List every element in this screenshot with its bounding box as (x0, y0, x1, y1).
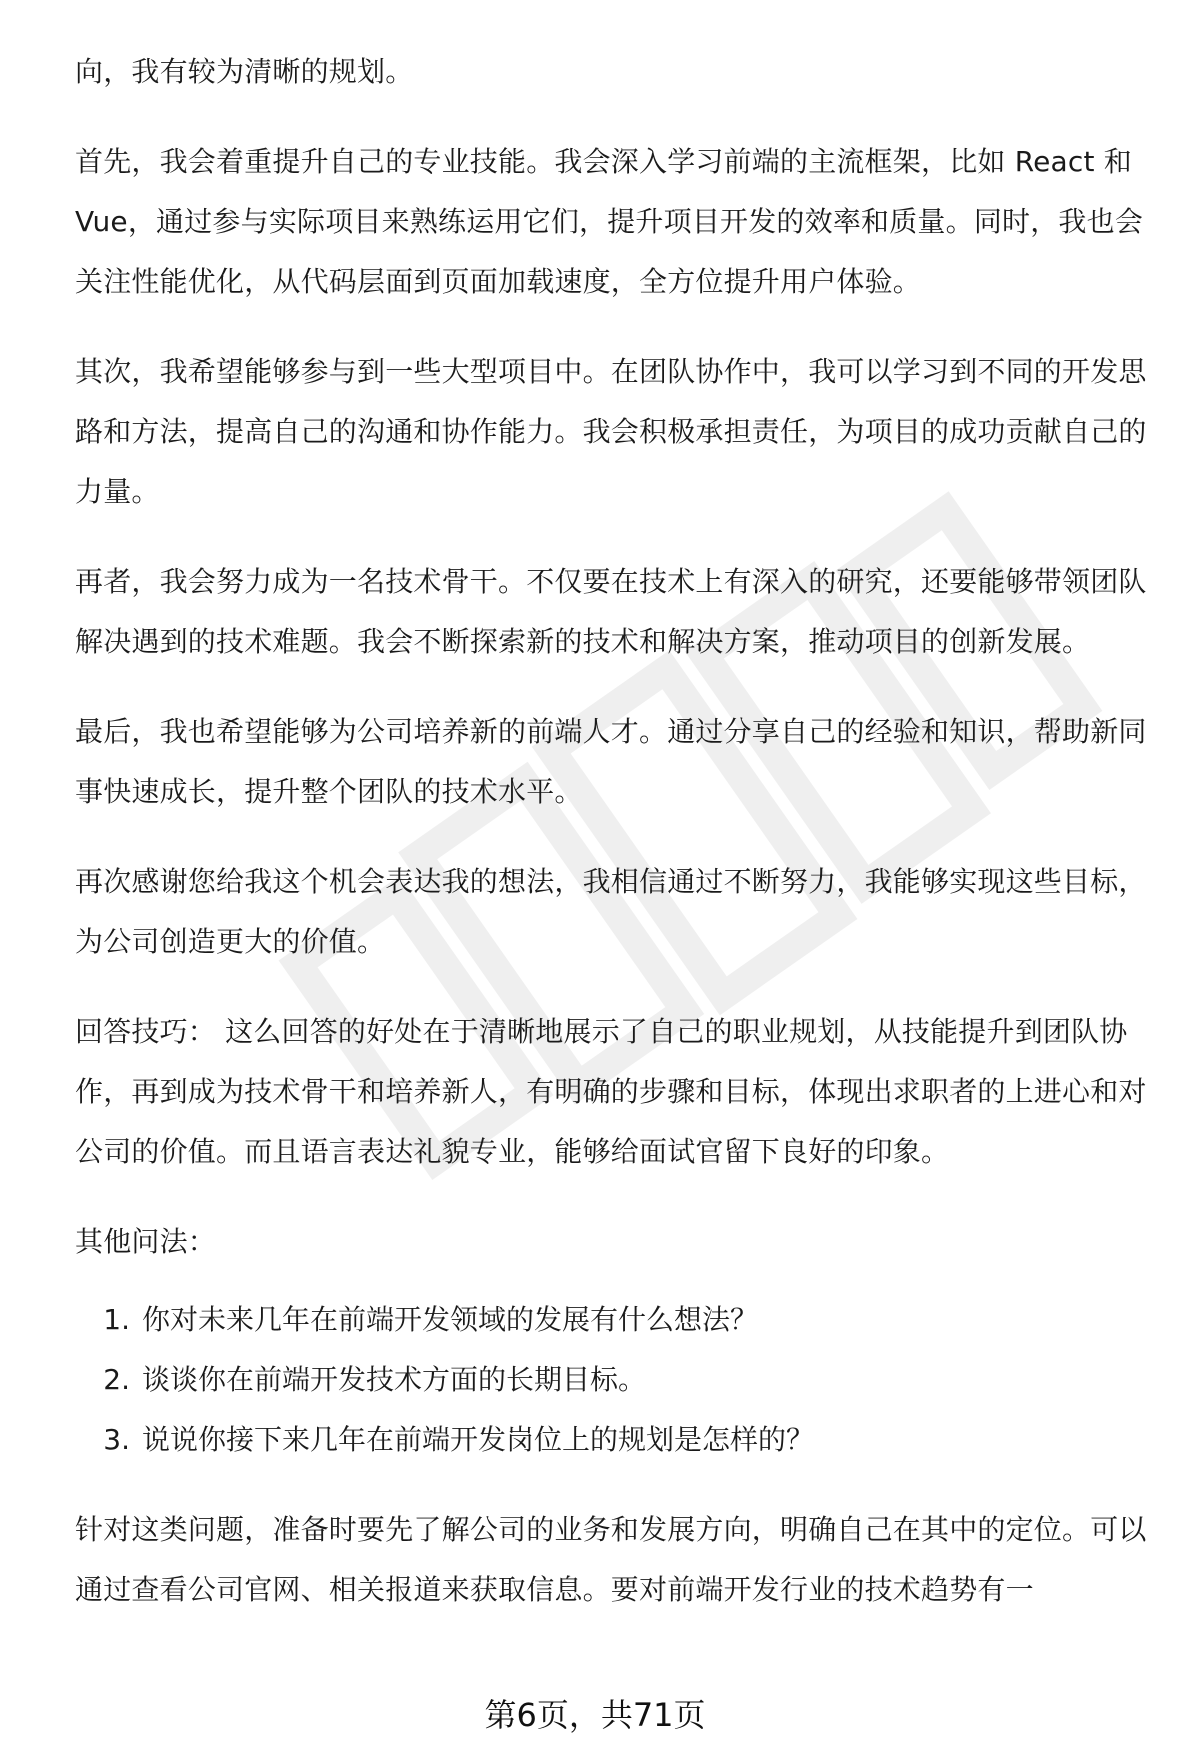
list-item-text: 说说你接下来几年在前端开发岗位上的规划是怎样的？ (142, 1423, 815, 1456)
other-questions-list (75, 1290, 1155, 1470)
document-body (75, 42, 1155, 1650)
paragraph-closing: 针对这类问题，准备时要先了解公司的业务和发展方向，明确自己在其中的定位。可以通过查看公司官网、相关报道来获取信息。要对前端开发行业的技术趋势有一 (75, 1513, 1147, 1606)
list-item-text: 谈谈你在前端开发技术方面的长期目标。 (142, 1363, 647, 1396)
paragraph-continued: 向，我有较为清晰的规划。 (75, 55, 414, 88)
paragraph-first-point: 首先，我会着重提升自己的专业技能。我会深入学习前端的主流框架，比如 React 和 Vue，通过参与实际项目来熟练运用它们，提升项目开发的效率和质量。同时，我也会关注性能优化，从代码层面到页面加载速度，全方位提升用户体验。 (75, 145, 1144, 298)
paragraph-answer-tips: 回答技巧： 这么回答的好处在于清晰地展示了自己的职业规划，从技能提升到团队协作，再到成为技术骨干和培养新人，有明确的步骤和目标，体现出求职者的上进心和对公司的价值。而且语言表达礼貌专业，能够给面试官留下良好的印象。 (75, 1015, 1147, 1168)
list-item-number: 3. (103, 1423, 130, 1456)
paragraph-second-point: 其次，我希望能够参与到一些大型项目中。在团队协作中，我可以学习到不同的开发思路和方法，提高自己的沟通和协作能力。我会积极承担责任，为项目的成功贡献自己的力量。 (75, 355, 1147, 508)
list-item-number: 2. (103, 1363, 130, 1396)
list-item (75, 1410, 1155, 1470)
paragraph-last-point: 最后，我也希望能够为公司培养新的前端人才。通过分享自己的经验和知识，帮助新同事快速成长，提升整个团队的技术水平。 (75, 715, 1147, 808)
page-footer: 第6页，共71页 (484, 1696, 706, 1734)
list-item (75, 1290, 1155, 1350)
paragraph-thanks: 再次感谢您给我这个机会表达我的想法，我相信通过不断努力，我能够实现这些目标，为公司创造更大的价值。 (75, 865, 1147, 958)
list-item-number: 1. (103, 1303, 130, 1336)
list-item-text: 你对未来几年在前端开发领域的发展有什么想法？ (142, 1303, 759, 1336)
list-item (75, 1350, 1155, 1410)
paragraph-other-questions-heading: 其他问法： (75, 1225, 217, 1258)
paragraph-third-point: 再者，我会努力成为一名技术骨干。不仅要在技术上有深入的研究，还要能够带领团队解决遇到的技术难题。我会不断探索新的技术和解决方案，推动项目的创新发展。 (75, 565, 1147, 658)
